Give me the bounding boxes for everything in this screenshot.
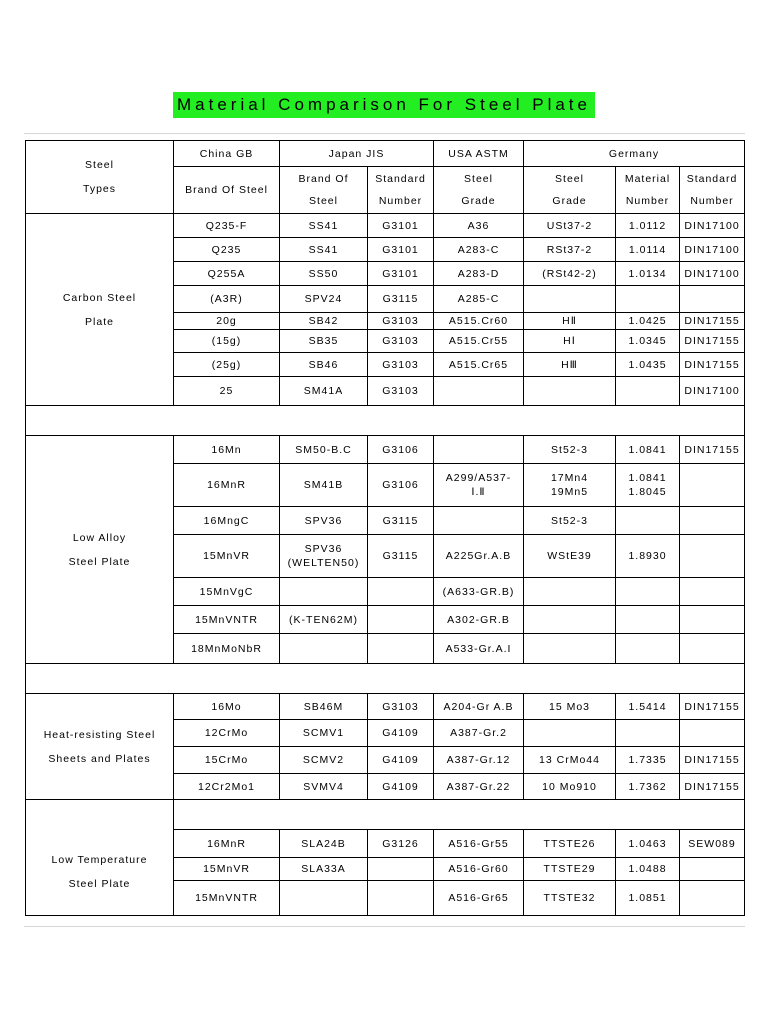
cell-china-brand: 16Mo xyxy=(174,694,280,720)
group-spacer-row xyxy=(26,664,745,694)
cell-germany-material: 1.0114 xyxy=(616,238,680,262)
cell-japan-brand: SS50 xyxy=(280,262,368,286)
cell-japan-standard xyxy=(368,858,434,881)
comparison-table xyxy=(25,140,745,916)
header-germany-standard: Standard Number xyxy=(680,167,745,214)
cell-germany-grade: HⅡ xyxy=(524,313,616,330)
cell-china-brand: 15MnVR xyxy=(174,535,280,578)
cell-japan-brand: SCMV1 xyxy=(280,720,368,747)
cell-usa-grade: A299/A537- Ⅰ.Ⅱ xyxy=(434,464,524,507)
cell-usa-grade: A515.Cr65 xyxy=(434,353,524,377)
cell-germany-material xyxy=(616,720,680,747)
cell-germany-standard: DIN17155 xyxy=(680,313,745,330)
cell-japan-standard: G3115 xyxy=(368,507,434,535)
cell-germany-material: 1.7362 xyxy=(616,774,680,800)
cell-germany-material: 1.0345 xyxy=(616,330,680,353)
cell-china-brand: 15MnVgC xyxy=(174,578,280,606)
cell-japan-standard xyxy=(368,634,434,664)
cell-germany-grade: RSt37-2 xyxy=(524,238,616,262)
cell-japan-brand: SB46 xyxy=(280,353,368,377)
cell-usa-grade: A283-C xyxy=(434,238,524,262)
cell-germany-material: 1.7335 xyxy=(616,747,680,774)
cell-usa-grade: A516-Gr60 xyxy=(434,858,524,881)
cell-germany-grade xyxy=(524,377,616,406)
cell-china-brand: 16MnR xyxy=(174,464,280,507)
cell-germany-standard: DIN17100 xyxy=(680,262,745,286)
cell-germany-material xyxy=(616,507,680,535)
cell-germany-standard xyxy=(680,507,745,535)
bottom-rule xyxy=(24,926,745,927)
table-row xyxy=(26,436,745,464)
cell-japan-standard: G3103 xyxy=(368,377,434,406)
cell-germany-grade: 13 CrMo44 xyxy=(524,747,616,774)
cell-china-brand: 16MngC xyxy=(174,507,280,535)
cell-germany-standard: DIN17100 xyxy=(680,214,745,238)
cell-germany-grade: 15 Mo3 xyxy=(524,694,616,720)
cell-japan-brand: SM41B xyxy=(280,464,368,507)
group-label: Low Temperature Steel Plate xyxy=(26,830,174,916)
cell-japan-brand xyxy=(280,634,368,664)
cell-china-brand: 12Cr2Mo1 xyxy=(174,774,280,800)
cell-japan-brand: SLA33A xyxy=(280,858,368,881)
header-germany: Germany xyxy=(524,141,745,167)
cell-germany-standard: DIN17155 xyxy=(680,330,745,353)
cell-japan-standard: G3103 xyxy=(368,353,434,377)
cell-germany-grade xyxy=(524,606,616,634)
header-germany-grade: Steel Grade xyxy=(524,167,616,214)
header-usa: USA ASTM xyxy=(434,141,524,167)
cell-germany-standard xyxy=(680,578,745,606)
cell-germany-standard xyxy=(680,858,745,881)
cell-china-brand: 15CrMo xyxy=(174,747,280,774)
cell-germany-grade: USt37-2 xyxy=(524,214,616,238)
cell-usa-grade: A387-Gr.22 xyxy=(434,774,524,800)
cell-china-brand: Q235-F xyxy=(174,214,280,238)
header-japan-brand: Brand Of Steel xyxy=(280,167,368,214)
cell-japan-standard: G3101 xyxy=(368,214,434,238)
cell-japan-standard: G3101 xyxy=(368,238,434,262)
cell-germany-material: 1.0425 xyxy=(616,313,680,330)
cell-japan-brand: SM50-B.C xyxy=(280,436,368,464)
cell-china-brand: Q255A xyxy=(174,262,280,286)
cell-usa-grade: A204-Gr A.B xyxy=(434,694,524,720)
header-steel-types xyxy=(26,141,174,214)
header-steel-label: Steel xyxy=(85,159,114,171)
cell-usa-grade: A515.Cr55 xyxy=(434,330,524,353)
cell-germany-grade: 10 Mo910 xyxy=(524,774,616,800)
cell-germany-material: 1.0841 xyxy=(616,436,680,464)
cell-germany-grade: TTSTE26 xyxy=(524,830,616,858)
cell-japan-standard: G3106 xyxy=(368,464,434,507)
cell-usa-grade: A387-Gr.12 xyxy=(434,747,524,774)
cell-germany-material: 1.0112 xyxy=(616,214,680,238)
cell-germany-material: 1.5414 xyxy=(616,694,680,720)
cell-usa-grade: A516-Gr55 xyxy=(434,830,524,858)
cell-germany-grade xyxy=(524,634,616,664)
cell-usa-grade: A533-Gr.A.I xyxy=(434,634,524,664)
cell-germany-material xyxy=(616,634,680,664)
cell-germany-grade: HⅢ xyxy=(524,353,616,377)
cell-japan-standard: G4109 xyxy=(368,747,434,774)
cell-germany-material: 1.0851 xyxy=(616,881,680,916)
cell-usa-grade xyxy=(434,436,524,464)
cell-usa-grade: A285-C xyxy=(434,286,524,313)
cell-germany-standard xyxy=(680,881,745,916)
cell-china-brand: 16MnR xyxy=(174,830,280,858)
cell-china-brand: 25 xyxy=(174,377,280,406)
cell-germany-material: 1.0488 xyxy=(616,858,680,881)
cell-japan-brand: SVMV4 xyxy=(280,774,368,800)
cell-japan-brand: SPV36 (WELTEN50) xyxy=(280,535,368,578)
header-types-label: Types xyxy=(82,183,116,195)
header-japan-standard: Standard Number xyxy=(368,167,434,214)
group-label: Low Alloy Steel Plate xyxy=(26,436,174,664)
cell-japan-standard xyxy=(368,578,434,606)
cell-japan-brand: SPV36 xyxy=(280,507,368,535)
cell-germany-standard xyxy=(680,720,745,747)
cell-china-brand: Q235 xyxy=(174,238,280,262)
cell-germany-material xyxy=(616,377,680,406)
cell-japan-standard: G3103 xyxy=(368,694,434,720)
cell-usa-grade xyxy=(434,377,524,406)
cell-japan-brand: SS41 xyxy=(280,238,368,262)
cell-japan-standard: G3115 xyxy=(368,286,434,313)
cell-japan-standard: G4109 xyxy=(368,720,434,747)
group-label: Heat-resisting Steel Sheets and Plates xyxy=(26,694,174,800)
cell-china-brand: 15MnVR xyxy=(174,858,280,881)
cell-china-brand: (25g) xyxy=(174,353,280,377)
cell-usa-grade: A387-Gr.2 xyxy=(434,720,524,747)
cell-germany-standard xyxy=(680,535,745,578)
cell-germany-grade: St52-3 xyxy=(524,507,616,535)
group-spacer-row xyxy=(26,800,745,830)
cell-china-brand: 20g xyxy=(174,313,280,330)
cell-japan-brand: SPV24 xyxy=(280,286,368,313)
cell-japan-brand: SB46M xyxy=(280,694,368,720)
header-germany-material: Material Number xyxy=(616,167,680,214)
cell-germany-standard xyxy=(680,606,745,634)
cell-usa-grade: A516-Gr65 xyxy=(434,881,524,916)
cell-china-brand: 12CrMo xyxy=(174,720,280,747)
cell-japan-standard: G3106 xyxy=(368,436,434,464)
header-china: China GB xyxy=(174,141,280,167)
cell-germany-grade: (RSt42-2) xyxy=(524,262,616,286)
cell-japan-standard xyxy=(368,606,434,634)
cell-usa-grade: A225Gr.A.B xyxy=(434,535,524,578)
cell-germany-grade: HⅠ xyxy=(524,330,616,353)
header-usa-grade: Steel Grade xyxy=(434,167,524,214)
cell-japan-standard: G3103 xyxy=(368,313,434,330)
table-row xyxy=(26,830,745,858)
cell-china-brand: 15MnVNTR xyxy=(174,606,280,634)
cell-germany-material: 1.0134 xyxy=(616,262,680,286)
cell-japan-brand: (K-TEN62M) xyxy=(280,606,368,634)
cell-china-brand: (A3R) xyxy=(174,286,280,313)
cell-germany-material xyxy=(616,286,680,313)
cell-germany-standard: DIN17155 xyxy=(680,694,745,720)
cell-japan-brand: SCMV2 xyxy=(280,747,368,774)
cell-germany-grade: TTSTE32 xyxy=(524,881,616,916)
cell-japan-brand xyxy=(280,881,368,916)
top-rule xyxy=(24,133,745,134)
cell-germany-standard: DIN17100 xyxy=(680,238,745,262)
cell-germany-grade: 17Mn4 19Mn5 xyxy=(524,464,616,507)
cell-germany-material xyxy=(616,606,680,634)
cell-usa-grade: A283-D xyxy=(434,262,524,286)
cell-china-brand: 16Mn xyxy=(174,436,280,464)
cell-germany-grade: TTSTE29 xyxy=(524,858,616,881)
cell-china-brand: 18MnMoNbR xyxy=(174,634,280,664)
cell-japan-standard: G4109 xyxy=(368,774,434,800)
cell-germany-material: 1.0435 xyxy=(616,353,680,377)
cell-germany-grade xyxy=(524,286,616,313)
cell-japan-standard: G3126 xyxy=(368,830,434,858)
cell-germany-standard xyxy=(680,634,745,664)
cell-japan-standard: G3103 xyxy=(368,330,434,353)
cell-germany-material: 1.0463 xyxy=(616,830,680,858)
group-spacer-row xyxy=(26,406,745,436)
cell-germany-standard: DIN17100 xyxy=(680,377,745,406)
table-row xyxy=(26,694,745,720)
cell-usa-grade: A302-GR.B xyxy=(434,606,524,634)
cell-germany-standard: DIN17155 xyxy=(680,774,745,800)
title-wrap xyxy=(0,92,768,118)
cell-germany-material: 1.8930 xyxy=(616,535,680,578)
cell-germany-standard: DIN17155 xyxy=(680,436,745,464)
cell-germany-standard xyxy=(680,286,745,313)
header-china-brand: Brand Of Steel xyxy=(174,167,280,214)
cell-germany-material: 1.0841 1.8045 xyxy=(616,464,680,507)
cell-china-brand: 15MnVNTR xyxy=(174,881,280,916)
cell-germany-standard xyxy=(680,464,745,507)
cell-japan-standard xyxy=(368,881,434,916)
header-japan: Japan JIS xyxy=(280,141,434,167)
cell-japan-standard: G3115 xyxy=(368,535,434,578)
cell-japan-brand: SB35 xyxy=(280,330,368,353)
cell-usa-grade xyxy=(434,507,524,535)
cell-germany-grade xyxy=(524,578,616,606)
cell-germany-grade xyxy=(524,720,616,747)
cell-usa-grade: A515.Cr60 xyxy=(434,313,524,330)
cell-germany-standard: DIN17155 xyxy=(680,747,745,774)
cell-germany-grade: WStE39 xyxy=(524,535,616,578)
cell-germany-grade: St52-3 xyxy=(524,436,616,464)
cell-germany-material xyxy=(616,578,680,606)
page-title: Material Comparison For Steel Plate xyxy=(173,92,595,118)
cell-japan-brand: SM41A xyxy=(280,377,368,406)
cell-japan-brand: SB42 xyxy=(280,313,368,330)
cell-germany-standard: DIN17155 xyxy=(680,353,745,377)
cell-japan-brand xyxy=(280,578,368,606)
cell-japan-brand: SS41 xyxy=(280,214,368,238)
cell-china-brand: (15g) xyxy=(174,330,280,353)
table-row xyxy=(26,214,745,238)
cell-usa-grade: (A633-GR.B) xyxy=(434,578,524,606)
cell-japan-standard: G3101 xyxy=(368,262,434,286)
cell-japan-brand: SLA24B xyxy=(280,830,368,858)
cell-usa-grade: A36 xyxy=(434,214,524,238)
group-label: Carbon Steel Plate xyxy=(26,214,174,406)
cell-germany-standard: SEW089 xyxy=(680,830,745,858)
